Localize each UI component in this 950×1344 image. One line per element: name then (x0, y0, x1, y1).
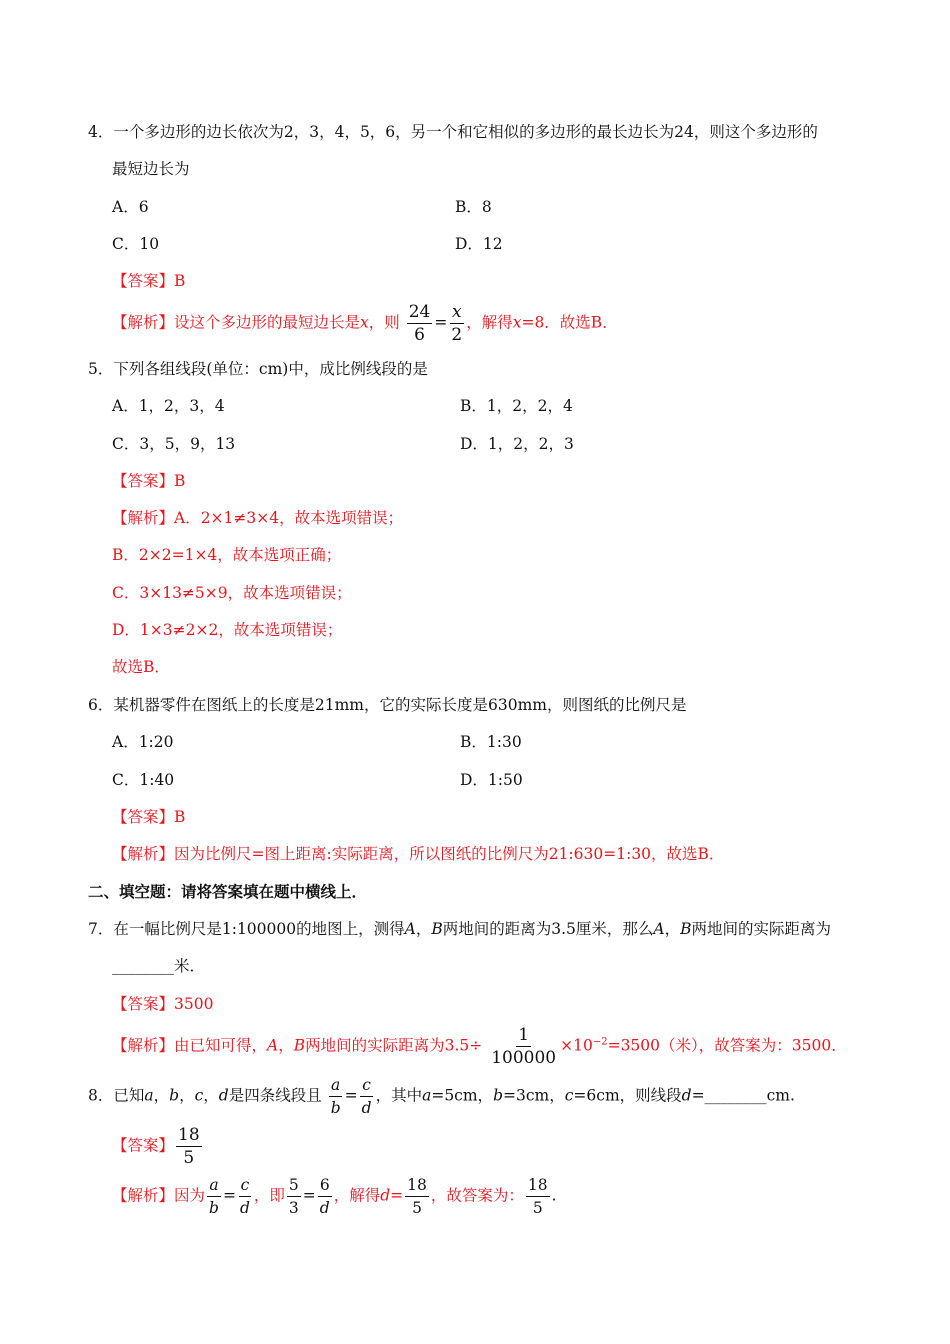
q4-option-a: A．6 (112, 198, 149, 216)
q6-option-b: B．1:30 (460, 733, 522, 751)
q7-analysis: 【解析】由已知可得，A，B两地间的实际距离为3.5÷ $\frac{1}{100000}$ $\times 10^{-2}=3500$（米），故答案为：3500． (112, 1025, 847, 1068)
q4-answer: 【答案】B (112, 272, 186, 290)
q6-option-a: A．1:20 (112, 733, 174, 751)
q8-answer-fraction: $\frac{18}{5}$ (178, 1125, 200, 1168)
q4-stem-line1: 4．一个多边形的边长依次为2，3，4，5，6，另一个和它相似的多边形的最长边长为24，则这个多边形的 (88, 123, 818, 141)
q5-option-d: D．1，2，2，3 (460, 435, 574, 453)
q5-stem: 5．下列各组线段(单位：cm)中，成比例线段的是 (88, 360, 428, 378)
q4-fraction-x-over-2: $\frac{x}{2}$ (451, 302, 463, 345)
q6-stem: 6．某机器零件在图纸上的长度是21mm，它的实际长度是630mm，则图纸的比例尺是 (88, 696, 687, 714)
q5-analysis-line2: B．2×2=1×4，故本选项正确； (112, 546, 342, 564)
q8-analysis: 【解析】因为 $\frac{a}{b}$ = $\frac{c}{d}$ ，即 $\frac{5}{3}$ = $\frac{6}{d}$ ，解得d= $\frac{18}{5}$ ，故答案为： $\frac{18}{5}$ . (112, 1176, 557, 1217)
q5-analysis-line4: D．1×3≠2×2，故本选项错误； (112, 621, 343, 639)
q5-answer: 【答案】B (112, 472, 186, 490)
q8-analysis-fraction-18-over-5: $\frac{18}{5}$ (407, 1176, 427, 1217)
q7-answer: 【答案】3500 (112, 995, 214, 1013)
q5-option-b: B．1，2，2，4 (460, 397, 573, 415)
q6-option-d: D．1:50 (460, 771, 523, 789)
q4-analysis: 【解析】设这个多边形的最短边长是x，则 $\frac{24}{6}$ = $\frac{x}{2}$ ，解得x=8．故选B． (112, 302, 618, 345)
q5-option-c: C．3，5，9，13 (112, 435, 236, 453)
q4-fraction-24-over-6: $\frac{24}{6}$ (408, 302, 431, 345)
q5-analysis-line1: 【解析】A．2×1≠3×4，故本选项错误； (112, 509, 404, 527)
section-heading-fill-in: 二、填空题：请将答案填在题中横线上． (88, 882, 368, 901)
q8-fraction-a-over-b: $\frac{a}{b}$ (330, 1076, 341, 1117)
q8-analysis-fraction-c-over-d: $\frac{c}{d}$ (239, 1176, 250, 1217)
q4-option-d: D．12 (455, 235, 503, 253)
q5-analysis-line5: 故选B． (112, 658, 170, 676)
q4-option-c: C．10 (112, 235, 160, 253)
q7-fraction-1-over-100000: $\frac{1}{100000}$ (491, 1025, 557, 1068)
q8-analysis-fraction-a-over-b: $\frac{a}{b}$ (209, 1176, 219, 1217)
q8-analysis-fraction-6-over-d: $\frac{6}{d}$ (319, 1176, 330, 1217)
q4-stem-line2: 最短边长为 (112, 160, 190, 178)
q5-option-a: A．1，2，3，4 (112, 397, 225, 415)
q7-stem-line2: ________米． (112, 957, 206, 975)
q8-analysis-fraction-5-over-3: $\frac{5}{3}$ (288, 1176, 299, 1217)
q8-answer: 【答案】 $\frac{18}{5}$ (112, 1125, 200, 1168)
q6-answer: 【答案】B (112, 808, 186, 826)
q6-option-c: C．1:40 (112, 771, 175, 789)
q8-stem: 8．已知a，b，c，d是四条线段且 $\frac{a}{b}$ = $\frac{c}{d}$ ，其中a=5cm，b=3cm，c=6cm，则线段d=________cm. (88, 1076, 795, 1117)
q7-stem-line1: 7．在一幅比例尺是1:100000的地图上，测得A，B两地间的距离为3.5厘米，那么A，B两地间的实际距离为 (88, 920, 832, 938)
q4-option-b: B．8 (455, 198, 492, 216)
q5-analysis-line3: C．3×13≠5×9，故本选项错误； (112, 584, 352, 602)
q8-analysis-fraction-18-over-5-final: $\frac{18}{5}$ (527, 1176, 548, 1217)
q8-fraction-c-over-d: $\frac{c}{d}$ (361, 1076, 372, 1117)
q6-analysis: 【解析】因为比例尺=图上距离:实际距离，所以图纸的比例尺为21:630=1:30，故选B． (112, 845, 725, 863)
